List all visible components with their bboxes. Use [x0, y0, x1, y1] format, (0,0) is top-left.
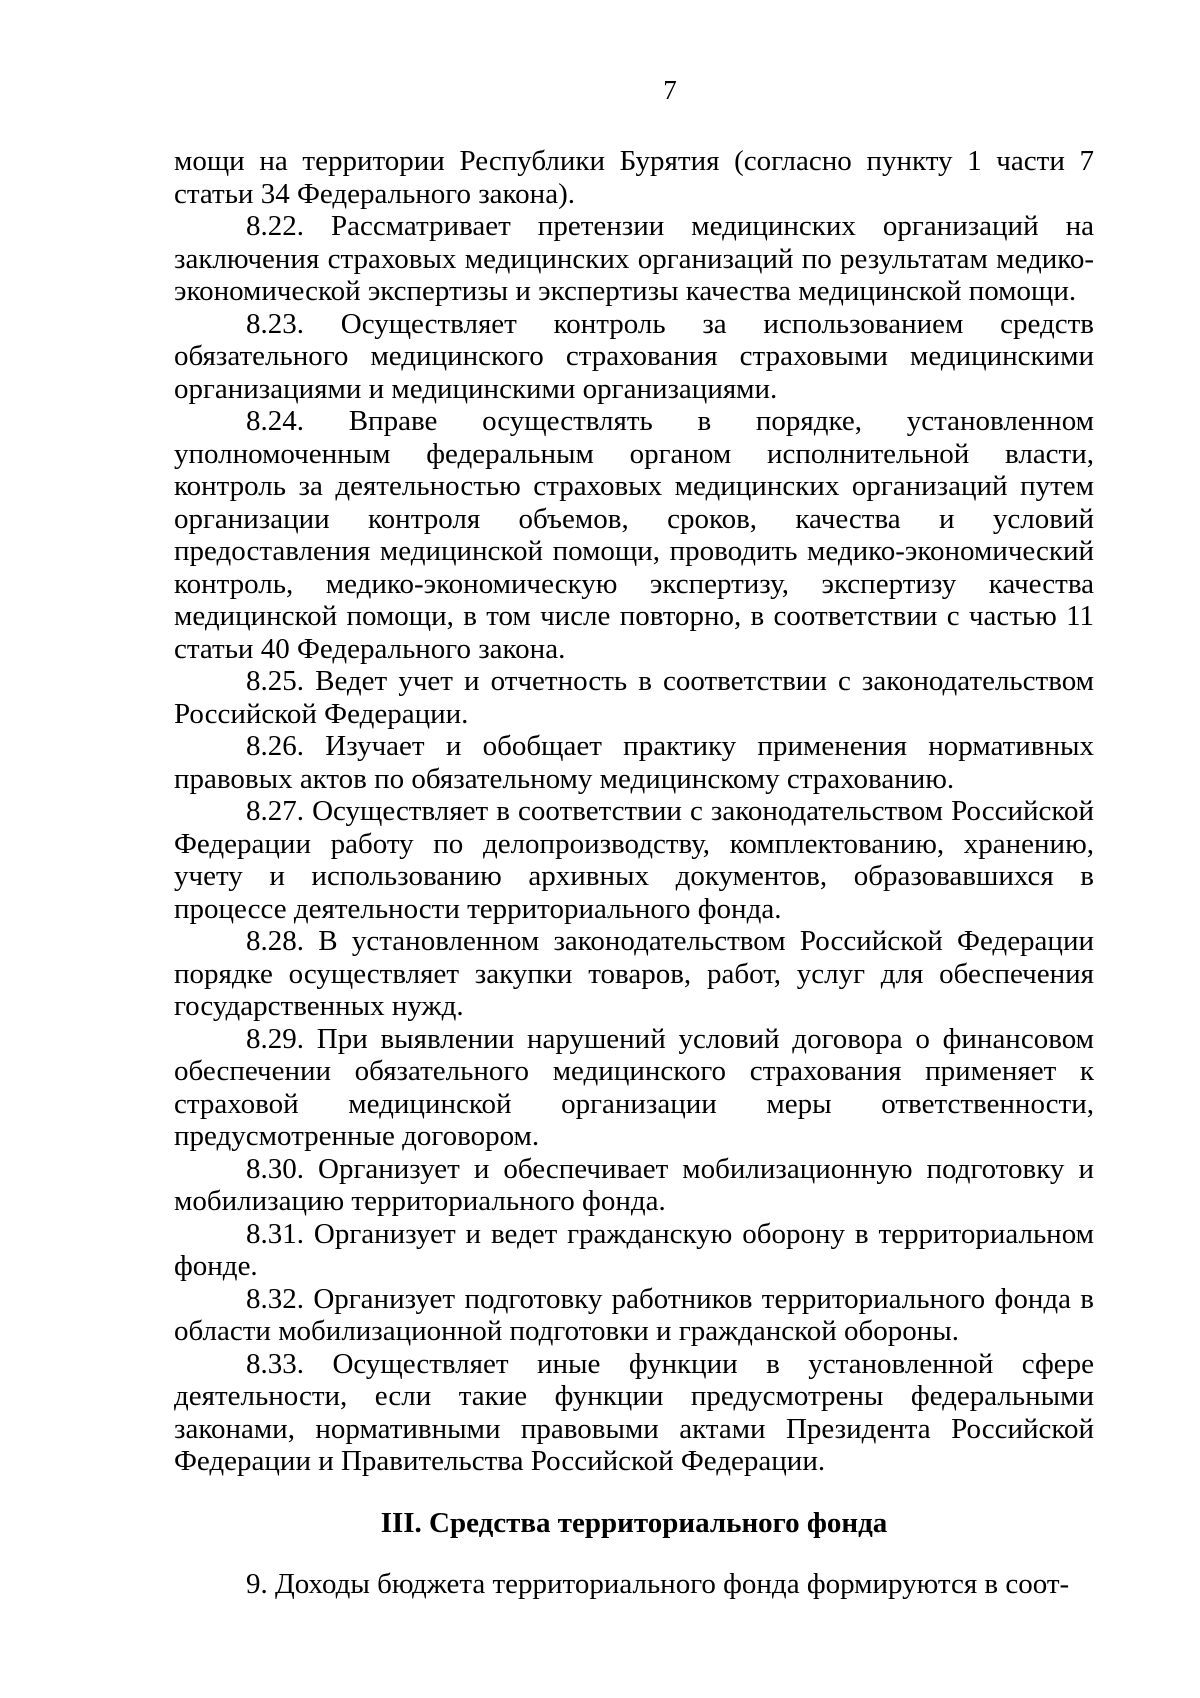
section-heading: III. Средства территориального фонда	[380, 1506, 888, 1539]
paragraph-8-30: 8.30. Организует и обеспечивает мобилизационную подготовку и мобилизацию территориального фонда.	[174, 1152, 1094, 1217]
paragraph-8-33: 8.33. Осуществляет иные функции в установленной сфере деятельности, если такие функции предусмотрены федеральными законами, нормативными правовыми актами Президента Российской Федерации и Правительства Российской Федерации.	[174, 1347, 1094, 1477]
paragraph-8-27: 8.27. Осуществляет в соответствии с законодательством Российской Федерации работу по делопроизводству, комплектованию, хранению, учету и использованию архивных документов, образовавшихся в процессе деятельности территориального фонда.	[174, 795, 1094, 925]
paragraph-8-29: 8.29. При выявлении нарушений условий договора о финансовом обеспечении обязательного медицинского страхования применяет к страховой медицинской организации меры ответственности, предусмотренные договором.	[174, 1022, 1094, 1152]
paragraph-8-25: 8.25. Ведет учет и отчетность в соответствии с законодательством Российской Федерации.	[174, 665, 1094, 730]
paragraph-8-28: 8.28. В установленном законодательством Российской Федерации порядке осуществляет закупки товаров, работ, услуг для обеспечения государственных нужд.	[174, 925, 1094, 1022]
paragraph-8-32: 8.32. Организует подготовку работников территориального фонда в области мобилизационной подготовки и гражданской обороны.	[174, 1282, 1094, 1347]
paragraph-8-31: 8.31. Организует и ведет гражданскую оборону в территориальном фонде.	[174, 1217, 1094, 1282]
page-number: 7	[663, 75, 677, 105]
paragraph-8-24: 8.24. Вправе осуществлять в порядке, установленном уполномоченным федеральным органом исполнительной власти, контроль за деятельностью страховых медицинских организаций путем организации контроля объемов, сроков, качества и условий предоставления медицинской помощи, проводить медико-экономический контроль, медико-экономическую экспертизу, экспертизу качества медицинской помощи, в том числе повторно, в соответствии с частью 11 статьи 40 Федерального закона.	[174, 405, 1094, 665]
paragraph-8-22: 8.22. Рассматривает претензии медицинских организаций на заключения страховых медицинских организаций по результатам медико-экономической экспертизы и экспертизы качества медицинской помощи.	[174, 210, 1094, 307]
paragraph-8-23: 8.23. Осуществляет контроль за использованием средств обязательного медицинского страхования страховыми медицинскими организациями и медицинскими организациями.	[174, 307, 1094, 405]
paragraph-9: 9. Доходы бюджета территориального фонда формируются в соот-	[246, 1568, 1070, 1600]
paragraph-8-26: 8.26. Изучает и обобщает практику применения нормативных правовых актов по обязательному медицинскому страхованию.	[174, 730, 1094, 795]
document-body	[174, 145, 1094, 1601]
paragraph-continuation: мощи на территории Республики Бурятия (согласно пункту 1 части 7 статьи 34 Федерального закона).	[174, 145, 1094, 210]
